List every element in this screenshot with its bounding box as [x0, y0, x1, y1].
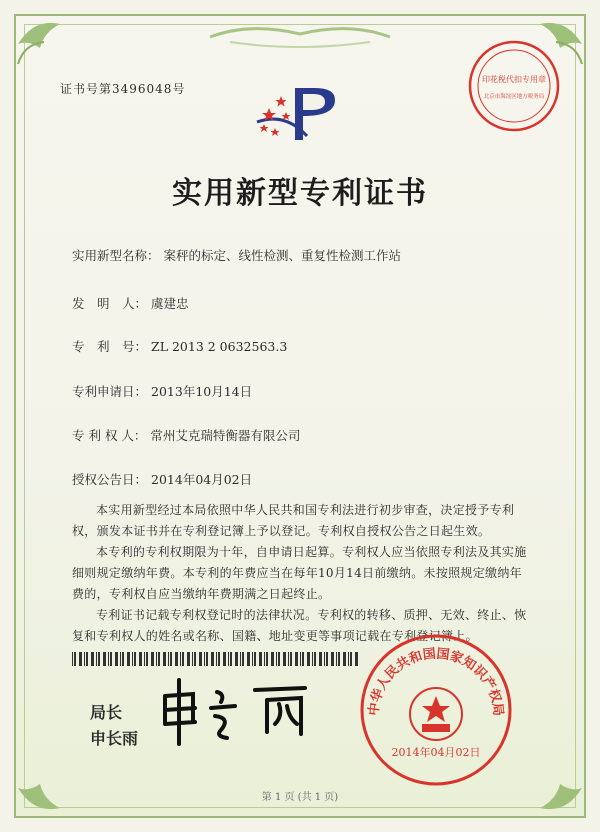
field-grant-date: [72, 470, 252, 488]
certificate-body: [72, 500, 528, 647]
tax-stamp-text: 北京市海淀区地方税务局: [483, 94, 545, 100]
certificate-number: 证书号第3496048号: [60, 82, 186, 96]
field-grant-date-value: 2014年04月02日: [151, 472, 253, 487]
paragraph-3: 专利证书记载专利权登记时的法律状况。专利权的转移、质押、无效、终止、恢复和专利权人的姓名或名称、国籍、地址变更等事项记载在专利登记簿上。: [72, 608, 527, 643]
field-filing-date-value: 2013年10月14日: [151, 384, 253, 399]
field-filing-date-label: 专利申请日：: [72, 384, 148, 399]
field-inventor-value: 虞建忠: [151, 296, 189, 311]
field-name: [72, 246, 401, 264]
seal-date: 2014年04月02日: [391, 746, 481, 759]
field-filing-date: [72, 382, 252, 400]
corner-ornament-top-left: [14, 14, 104, 74]
field-name-label: 实用新型名称：: [72, 248, 160, 263]
tax-stamp: [466, 38, 562, 134]
barcode: [72, 652, 362, 666]
field-patent-number-label: 专 利 号：: [72, 339, 148, 354]
tax-stamp-inner-text: 印花税代扣专用章: [482, 75, 546, 84]
paragraph-2: 本专利的专利权期限为十年，自申请日起算。专利权人应当依照专利法及其实施细则规定缴纳年费。本专利的年费应当在每年10月14日前缴纳。未按照规定缴纳年费的，专利权自应当缴纳年费期满之日起终止。: [72, 545, 527, 601]
field-patentee-value: 常州艾克瑞特衡器有限公司: [150, 428, 301, 443]
official-seal: [356, 630, 516, 790]
sipo-logo-icon: [255, 82, 345, 144]
page-footer: 第 1 页 (共 1 页): [261, 792, 339, 803]
top-ornament: [200, 22, 400, 52]
field-inventor-label: 发 明 人：: [72, 296, 148, 311]
page-title: 实用新型专利证书: [172, 176, 428, 211]
signatory-title: 局长: [90, 703, 123, 722]
national-emblem-icon: [410, 688, 462, 740]
paragraph-1: 本实用新型经过本局依照中华人民共和国专利法进行初步审查，决定授予专利权，颁发本证书并在专利登记簿上予以登记。专利权自授权公告之日起生效。: [72, 503, 515, 538]
field-patentee: [72, 426, 300, 444]
signatory-name: 申长雨: [90, 729, 139, 748]
handwritten-signature: [155, 672, 325, 752]
field-grant-date-label: 授权公告日：: [72, 472, 148, 487]
field-patentee-label: 专 利 权 人：: [72, 428, 147, 443]
field-patent-number-value: ZL 2013 2 0632563.3: [151, 339, 288, 354]
field-patent-number: [72, 337, 287, 355]
field-inventor: [72, 294, 189, 312]
field-name-value: 案秤的标定、线性检测、重复性检测工作站: [163, 248, 402, 263]
seal-text: 中华人民共和国国家知识产权局: [366, 646, 506, 717]
